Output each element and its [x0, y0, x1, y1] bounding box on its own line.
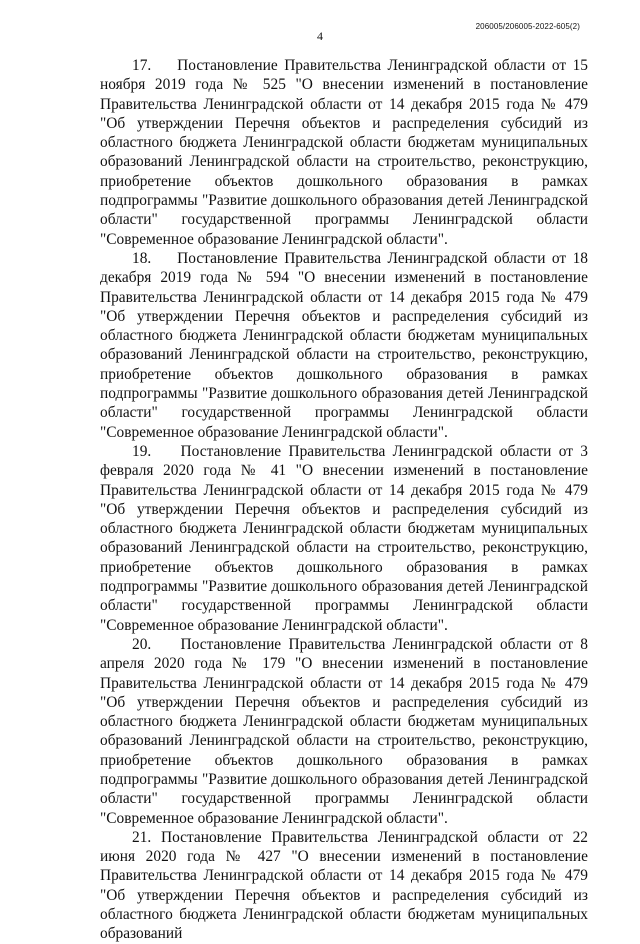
- document-code: 206005/206005-2022-605(2): [475, 22, 580, 31]
- paragraph-20: 20. Постановление Правительства Ленинградской области от 8 апреля 2020 года № 179 "О внесении изменений в постановление Правительства Ленинградской области от 14 декабря 2015 года № 479 "Об утверждении Перечня объектов и распределения субсидий из областного бюджета Ленинградской области бюджетам муниципальных образований Ленинградской области на строительство, реконструкцию, приобретение объектов дошкольного образования в рамках подпрограммы "Развитие дошкольного образования детей Ленинградской области" государственной программы Ленинградской области "Современное образование Ленинградской области".: [100, 635, 588, 827]
- paragraph-19: 19. Постановление Правительства Ленинградской области от 3 февраля 2020 года № 41 "О внесении изменений в постановление Правительства Ленинградской области от 14 декабря 2015 года № 479 "Об утверждении Перечня объектов и распределения субсидий из областного бюджета Ленинградской области бюджетам муниципальных образований Ленинградской области на строительство, реконструкцию, приобретение объектов дошкольного образования в рамках подпрограммы "Развитие дошкольного образования детей Ленинградской области" государственной программы Ленинградской области "Современное образование Ленинградской области".: [100, 442, 588, 634]
- page-number: 4: [317, 29, 323, 43]
- paragraph-17: 17. Постановление Правительства Ленинградской области от 15 ноября 2019 года № 525 "О внесении изменений в постановление Правительства Ленинградской области от 14 декабря 2015 года № 479 "Об утверждении Перечня объектов и распределения субсидий из областного бюджета Ленинградской области бюджетам муниципальных образований Ленинградской области на строительство, реконструкцию, приобретение объектов дошкольного образования в рамках подпрограммы "Развитие дошкольного образования детей Ленинградской области" государственной программы Ленинградской области "Современное образование Ленинградской области".: [100, 57, 588, 248]
- paragraph-21: 21. Постановление Правительства Ленинградской области от 22 июня 2020 года № 427 "О внесении изменений в постановление Правительства Ленинградской области от 14 декабря 2015 года № 479 "Об утверждении Перечня объектов и распределения субсидий из областного бюджета Ленинградской области бюджетам муниципальных образований: [100, 828, 588, 943]
- document-body: [100, 56, 588, 944]
- paragraph-18: 18. Постановление Правительства Ленинградской области от 18 декабря 2019 года № 594 "О внесении изменений в постановление Правительства Ленинградской области от 14 декабря 2015 года № 479 "Об утверждении Перечня объектов и распределения субсидий из областного бюджета Ленинградской области бюджетам муниципальных образований Ленинградской области на строительство, реконструкцию, приобретение объектов дошкольного образования в рамках подпрограммы "Развитие дошкольного образования детей Ленинградской области" государственной программы Ленинградской области "Современное образование Ленинградской области".: [100, 249, 588, 441]
